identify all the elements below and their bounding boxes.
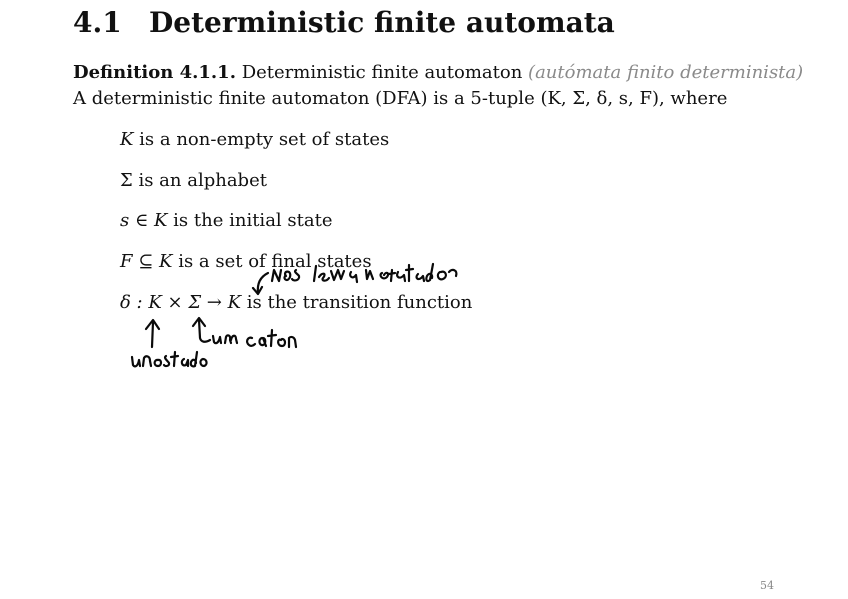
ink-arrow-symbol bbox=[193, 318, 210, 342]
item-text: is a non-empty set of states bbox=[133, 129, 390, 150]
ink-arrow-curved bbox=[253, 273, 268, 294]
section-title bbox=[73, 6, 615, 39]
definition-name: Deterministic finite automaton bbox=[241, 62, 523, 83]
item-text: is a set of final states bbox=[172, 251, 372, 272]
ink-note-symbol bbox=[213, 330, 296, 347]
section-number: 4.1 bbox=[73, 6, 122, 39]
page-number: 54 bbox=[760, 579, 774, 592]
item-text: is the initial state bbox=[167, 210, 333, 231]
definition-label: Definition 4.1.1. bbox=[73, 62, 236, 83]
list-item bbox=[120, 292, 472, 313]
list-item bbox=[120, 210, 333, 231]
list-item bbox=[120, 251, 372, 272]
item-math: Σ bbox=[120, 170, 133, 191]
definition-spanish-name: (autómata finito determinista) bbox=[528, 62, 804, 83]
item-text: is the transition function bbox=[241, 292, 473, 313]
item-text: is an alphabet bbox=[132, 170, 267, 191]
definition-heading bbox=[73, 62, 803, 83]
item-math: s ∈ K bbox=[120, 210, 168, 231]
ink-arrow-state bbox=[146, 320, 159, 347]
list-item bbox=[120, 170, 267, 191]
list-item bbox=[120, 129, 389, 150]
definition-intro: A deterministic finite automaton (DFA) is a 5-tuple (K, Σ, δ, s, F), where bbox=[73, 88, 728, 109]
item-math: K bbox=[120, 129, 134, 150]
item-math: δ : K × Σ → K bbox=[120, 292, 242, 313]
section-title-text: Deterministic finite automata bbox=[149, 6, 615, 39]
ink-note-state bbox=[132, 352, 207, 366]
item-math: F ⊆ K bbox=[120, 251, 173, 272]
